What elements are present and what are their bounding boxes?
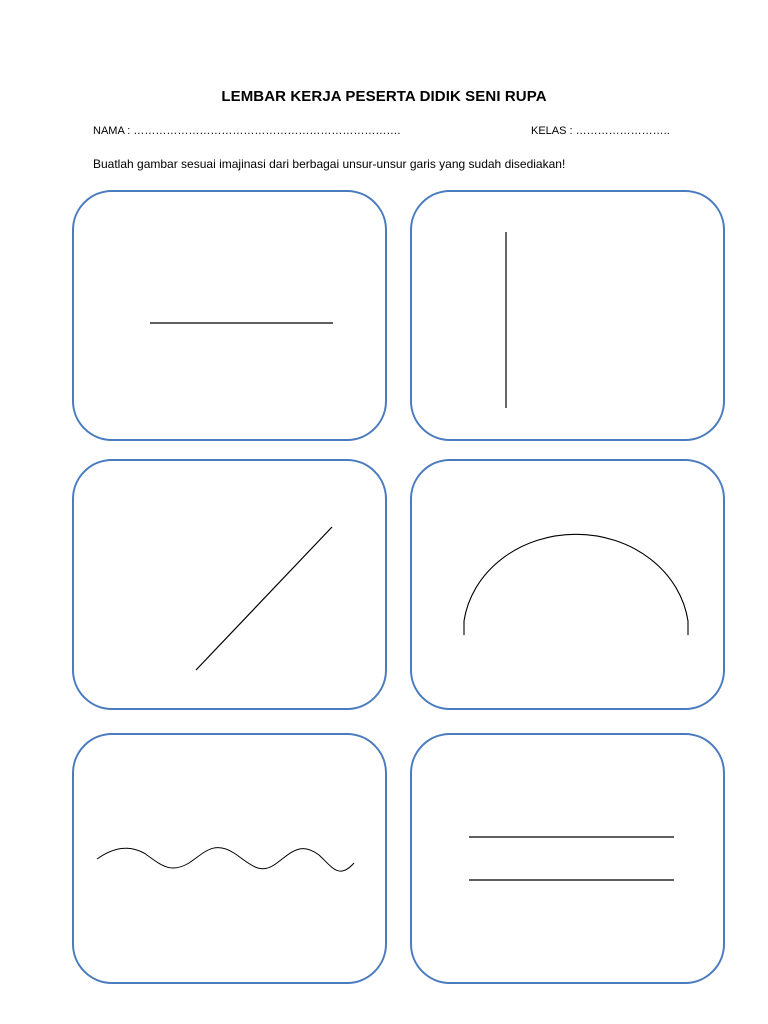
horizontal-line-figure: [74, 192, 389, 443]
vertical-line-figure: [412, 192, 727, 443]
drawing-box-vertical-line[interactable]: [410, 190, 725, 441]
instruction-text: Buatlah gambar sesuai imajinasi dari berbagai unsur-unsur garis yang sudah disediakan!: [93, 157, 566, 171]
drawing-box-parallel-lines[interactable]: [410, 733, 725, 984]
class-field[interactable]: KELAS : ……………………..: [531, 125, 670, 137]
arc-line: [464, 534, 688, 635]
arc-figure: [412, 461, 727, 712]
drawing-box-wavy-line[interactable]: [72, 733, 387, 984]
diagonal-line-figure: [74, 461, 389, 712]
name-field[interactable]: NAMA : ……………………………………………………………….: [93, 125, 401, 137]
drawing-box-horizontal-line[interactable]: [72, 190, 387, 441]
diagonal-line: [196, 527, 332, 670]
wavy-line: [97, 848, 354, 872]
drawing-box-arc[interactable]: [410, 459, 725, 710]
worksheet-title: LEMBAR KERJA PESERTA DIDIK SENI RUPA: [221, 88, 547, 105]
wavy-line-figure: [74, 735, 389, 986]
drawing-box-diagonal-line[interactable]: [72, 459, 387, 710]
parallel-lines-figure: [412, 735, 727, 986]
